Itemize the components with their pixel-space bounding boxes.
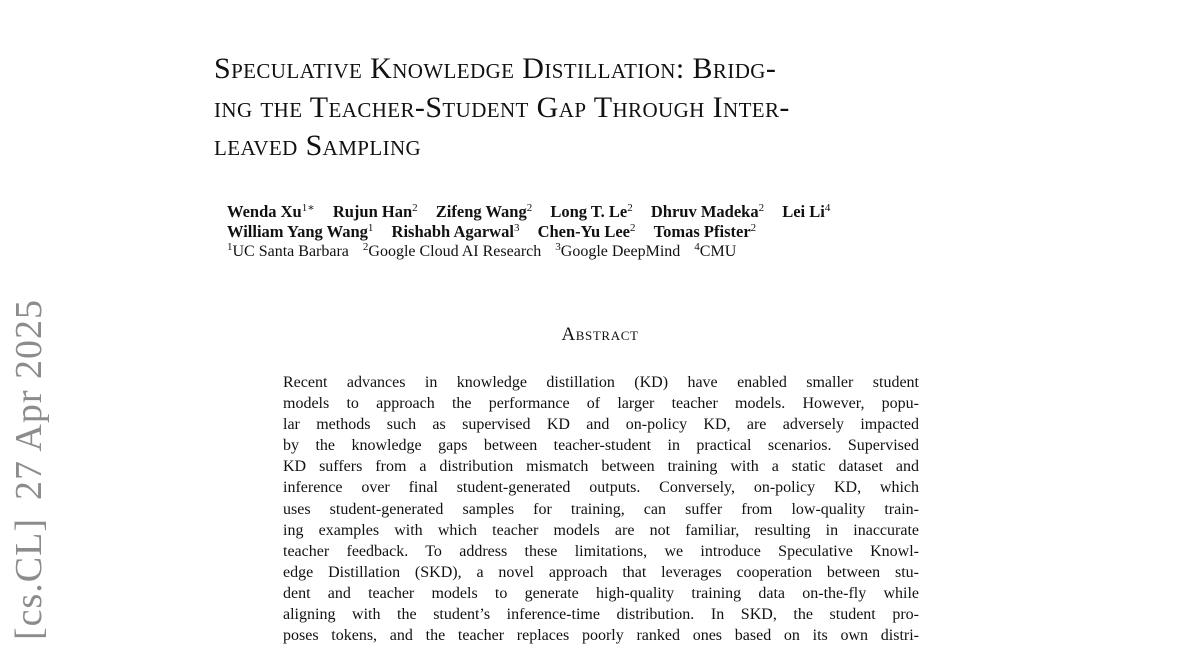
affiliation: $^1$UC Santa Barbara (227, 241, 349, 260)
author-block (227, 202, 987, 262)
arxiv-date: 27 Apr 2025 (8, 298, 50, 500)
author: Zifeng Wang$^2$ (435, 202, 533, 221)
author: Wenda $Xu^{1∗}$ (227, 202, 315, 221)
abstract-line: Recent advances in knowledge distillation (KD) have enabled smaller student (283, 374, 919, 391)
author: Rujun Han$^2$ (332, 202, 418, 221)
author: Lei Li$^4$ (782, 202, 831, 221)
abstract-heading: Abstract (561, 324, 639, 345)
author: Dhruv Madeka$^2$ (650, 202, 765, 221)
title-line: leaved Sampling (214, 129, 422, 162)
author: Long T. Le$^2$ (550, 202, 633, 221)
abstract-line: poses tokens, and the teacher replaces poorly ranked ones based on its own distri- (283, 627, 919, 645)
abstract-body (283, 372, 919, 646)
abstract-line: teacher feedback. To address these limitations, we introduce Speculative Knowl- (283, 542, 919, 560)
title-line: ing the Teacher-Student Gap Through Inter- (214, 90, 790, 124)
abstract-line: dent and teacher models to generate high-quality training data on-the-fly while (283, 584, 919, 602)
author-row (227, 222, 987, 242)
affiliation-row (227, 242, 987, 262)
affiliation: $^3$Google DeepMind (555, 241, 681, 260)
title-line: Speculative Knowledge Distillation: Bridg- (214, 52, 777, 85)
author: Rishabh Agarwal$^3$ (391, 222, 520, 241)
author: William Yang Wang$^1$ (227, 222, 374, 241)
abstract-line: KD suffers from a distribution mismatch between training with a static dataset and (283, 458, 919, 476)
affiliation: $^4$CMU (694, 241, 737, 260)
abstract-line: edge Distillation (SKD), a novel approach that leverages cooperation between stu- (283, 563, 919, 581)
author-row (227, 202, 987, 222)
author: Chen-Yu Lee$^2$ (537, 222, 636, 241)
abstract-line: uses student-generated samples for training, can suffer from low-quality train- (283, 500, 919, 518)
abstract-line: aligning with the student’s inference-time distribution. In SKD, the student pro- (283, 606, 919, 624)
paper-title (214, 50, 1004, 166)
arxiv-identifier-stamp (10, 299, 48, 640)
abstract-line: lar methods such as supervised KD and on-policy KD, are adversely impacted (283, 416, 919, 434)
arxiv-category: [cs.CL] (8, 517, 50, 640)
abstract-line: inference over final student-generated outputs. Conversely, on-policy KD, which (283, 479, 919, 497)
abstract-line: by the knowledge gaps between teacher-student in practical scenarios. Supervised (283, 437, 919, 455)
author: Tomas Pfister$^2$ (653, 222, 757, 241)
abstract-line: models to approach the performance of larger teacher models. However, popu- (283, 395, 919, 413)
affiliation: $^2$Google Cloud AI Research (362, 241, 542, 260)
abstract-line: ing examples with which teacher models are not familiar, resulting in inaccurate (283, 521, 919, 539)
